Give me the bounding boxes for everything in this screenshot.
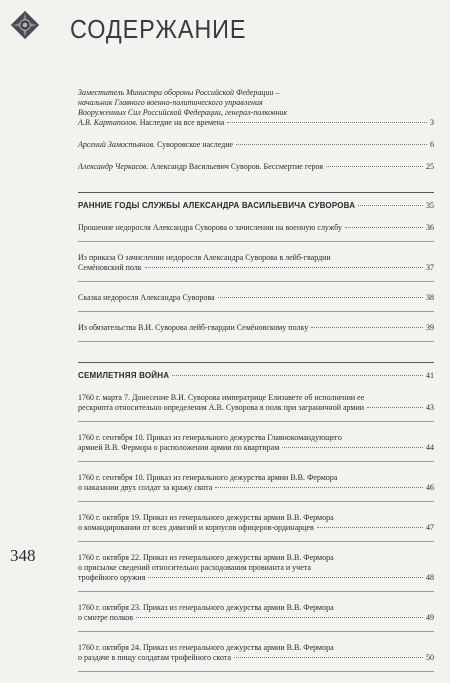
toc-entry[interactable]	[78, 223, 434, 242]
entry-last-line	[78, 323, 434, 333]
entry-text: Прошение недоросля Александра Суворова о зачислении на военную службу	[78, 223, 343, 232]
section	[78, 362, 434, 381]
author-name: Александр Черкасов.	[78, 162, 149, 171]
entry-divider	[78, 501, 434, 502]
entry-page: 38	[426, 293, 434, 302]
entry-last-line	[78, 573, 434, 583]
article-title: Суворовское наследие	[157, 140, 234, 149]
section-rule	[78, 362, 434, 363]
entry-text: о командировании от всех дивизий и корпусов офицеров-ординарцев	[78, 523, 314, 532]
entry-last-line	[78, 613, 434, 623]
entry-text: о раздаче в пищу солдатам трофейного скота	[78, 653, 232, 662]
dot-leader	[234, 657, 423, 658]
entry-page: 43	[426, 403, 434, 412]
toc-entry[interactable]	[78, 513, 434, 542]
author-name: Арсений Замостьянов.	[78, 140, 156, 149]
entry-page: 47	[426, 523, 434, 532]
entry-text: трофейного оружия	[78, 573, 146, 582]
toc-entry[interactable]	[78, 603, 434, 632]
entry-divider	[78, 421, 434, 422]
entry-divider	[78, 541, 434, 542]
entry-divider	[78, 591, 434, 592]
entry-page: 37	[426, 263, 434, 272]
section-page: 35	[426, 201, 434, 210]
entry-divider	[78, 341, 434, 342]
entry-page: 46	[426, 483, 434, 492]
entry-last-line	[78, 162, 434, 172]
toc-entry[interactable]	[78, 88, 434, 128]
toc-entry[interactable]	[78, 162, 434, 172]
entry-line: 1760 г. октября 19. Приказ из генерального дежурства армии В.В. Фермора	[78, 513, 334, 522]
toc-entry[interactable]	[78, 293, 434, 312]
entry-last-line	[78, 653, 434, 663]
toc-entry[interactable]	[78, 393, 434, 422]
section-rule	[78, 192, 434, 193]
entry-text: Сказка недоросля Александра Суворова	[78, 293, 215, 302]
entry-line: 1760 г. октября 22. Приказ из генерального дежурства армии В.В. Фермора	[78, 553, 334, 562]
entry-line: 1760 г. сентября 10. Приказ из генерального дежурства армии В.В. Фермора	[78, 473, 338, 482]
entry-divider	[78, 311, 434, 312]
entry-divider	[78, 631, 434, 632]
section-title: РАННИЕ ГОДЫ СЛУЖБЫ АЛЕКСАНДРА ВАСИЛЬЕВИЧА СУВОРОВА	[78, 201, 356, 210]
dot-leader	[215, 487, 423, 488]
entry-divider	[78, 671, 434, 672]
entry-last-line	[78, 118, 434, 128]
entry-line: начальник Главного военно-политического управления	[78, 98, 263, 107]
entry-text: Семёновский полк	[78, 263, 142, 272]
entry-divider	[78, 241, 434, 242]
section-page: 41	[426, 371, 434, 380]
dot-leader	[218, 297, 423, 298]
entry-last-line	[78, 483, 434, 493]
dot-leader	[345, 227, 423, 228]
section-heading[interactable]	[78, 371, 434, 381]
entry-line: Вооруженных Сил Российской Федерации, генерал-полковник	[78, 108, 288, 117]
toc-entry[interactable]	[78, 643, 434, 672]
table-of-contents	[78, 88, 434, 683]
section-heading[interactable]	[78, 201, 434, 211]
dot-leader	[148, 577, 423, 578]
entry-line: 1760 г. сентября 10. Приказ из генерального дежурства Главнокомандующего	[78, 433, 342, 442]
dot-leader	[236, 144, 427, 145]
entry-text: о наказании двух солдат за кражу скота	[78, 483, 213, 492]
entry-last-line	[78, 263, 434, 273]
entry-page: 49	[426, 613, 434, 622]
toc-entry[interactable]	[78, 140, 434, 150]
entry-page: 25	[426, 162, 434, 171]
entry-page: 50	[426, 653, 434, 662]
entry-page: 6	[430, 140, 434, 149]
entry-last-line	[78, 523, 434, 533]
dot-leader	[367, 407, 423, 408]
dot-leader	[227, 122, 427, 123]
dot-leader	[326, 166, 423, 167]
entry-page: 39	[426, 323, 434, 332]
article-title: Наследие на все времена	[139, 118, 225, 127]
entry-text	[78, 162, 323, 172]
toc-entry[interactable]	[78, 553, 434, 592]
entry-last-line	[78, 443, 434, 453]
author-name: А.В. Картаполов.	[78, 118, 138, 127]
toc-entry[interactable]	[78, 473, 434, 502]
entry-text: рескрипта относительно определения А.В. Суворова в полк при заграничной армии	[78, 403, 365, 412]
entry-text	[78, 140, 233, 150]
entry-text: о смотре полков	[78, 613, 134, 622]
entry-text: Из обязательства В.И. Суворова лейб-гвардии Семёновскому полку	[78, 323, 309, 332]
toc-entry[interactable]	[78, 323, 434, 342]
dot-leader	[311, 327, 423, 328]
entry-line: Заместитель Министра обороны Российской Федерации –	[78, 88, 280, 97]
entry-line: 1760 г. октября 24. Приказ из генерального дежурства армии В.В. Фермора	[78, 643, 334, 652]
entry-last-line	[78, 140, 434, 150]
section-title: СЕМИЛЕТНЯЯ ВОЙНА	[78, 371, 170, 380]
dot-leader	[317, 527, 423, 528]
dot-leader	[172, 375, 423, 376]
section	[78, 192, 434, 211]
entry-page: 3	[430, 118, 434, 127]
page-title: СОДЕРЖАНИЕ	[70, 14, 247, 44]
entry-text	[78, 118, 224, 128]
star-emblem-icon	[10, 10, 40, 40]
entry-line: о присылке сведений относительно расходования провианта и учета	[78, 563, 311, 572]
toc-entry[interactable]	[78, 253, 434, 282]
entry-text: армией В.В. Фермора о расположении армии по квартирам	[78, 443, 280, 452]
entry-last-line	[78, 403, 434, 413]
entry-divider	[78, 461, 434, 462]
dot-leader	[282, 447, 423, 448]
entry-divider	[78, 281, 434, 282]
article-title: Александр Васильевич Суворов. Бессмертие героя	[150, 162, 324, 171]
page-number: 348	[10, 546, 36, 565]
dot-leader	[358, 205, 423, 206]
entry-last-line	[78, 223, 434, 233]
entry-page: 36	[426, 223, 434, 232]
entry-page: 44	[426, 443, 434, 452]
entry-line: 1760 г. октября 23. Приказ из генерального дежурства армии В.В. Фермора	[78, 603, 334, 612]
entry-line: 1760 г. марта 7. Донесение В.И. Суворова императрице Елизавете об исполнении ее	[78, 393, 365, 402]
toc-entry[interactable]	[78, 433, 434, 462]
dot-leader	[145, 267, 423, 268]
dot-leader	[136, 617, 423, 618]
entry-last-line	[78, 293, 434, 303]
entry-page: 48	[426, 573, 434, 582]
entry-line: Из приказа О зачислении недоросля Александра Суворова в лейб-гвардии	[78, 253, 331, 262]
